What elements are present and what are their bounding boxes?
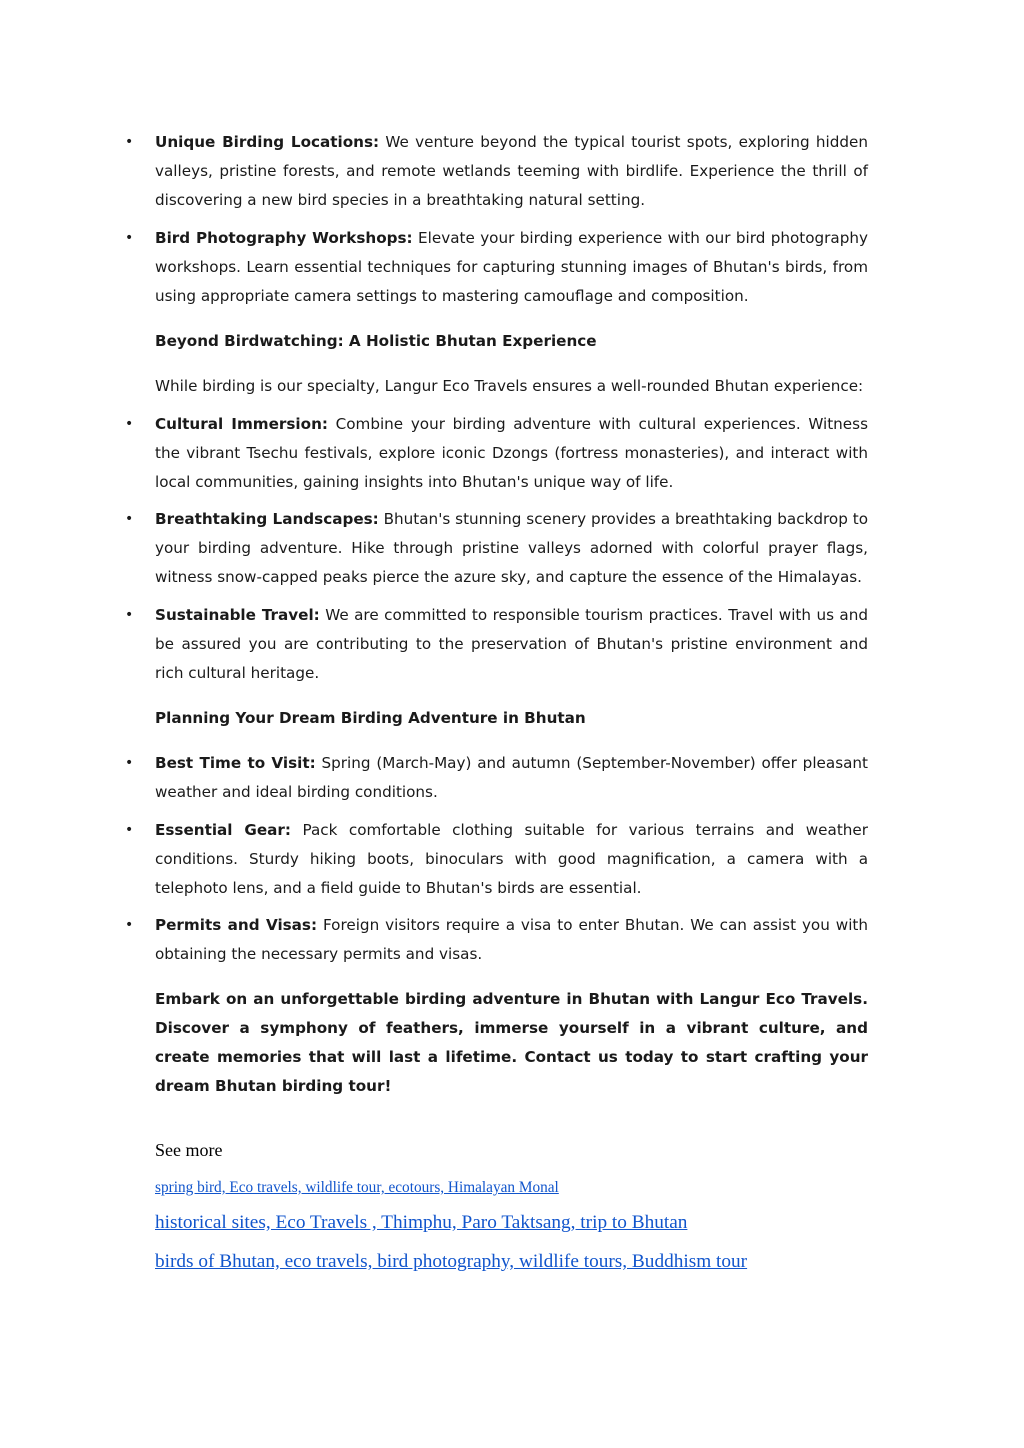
section-heading: Beyond Birdwatching: A Holistic Bhutan Experience <box>155 331 597 350</box>
list-item-title: Bird Photography Workshops: <box>155 228 413 247</box>
planning-list <box>125 749 868 969</box>
list-item-text: Foreign visitors require a visa to enter Bhutan. We can assist you with obtaining the necessary permits and visas. <box>155 916 868 963</box>
bullet-icon: • <box>125 755 134 771</box>
section-heading: Planning Your Dream Birding Adventure in Bhutan <box>155 708 586 727</box>
list-item-text: We are committed to responsible tourism practices. Travel with us and be assured you are contributing to the preservation of Bhutan's pristine environment and rich cultural heritage. <box>155 605 868 682</box>
list-item <box>125 816 868 903</box>
list-item <box>125 749 868 807</box>
list-item-title: Cultural Immersion: <box>155 414 328 433</box>
bullet-icon: • <box>125 415 134 432</box>
list-item-title: Permits and Visas: <box>155 916 318 934</box>
tag-link[interactable]: historical sites, Eco Travels , Thimphu, Paro Taktsang, trip to Bhutan <box>155 1212 688 1233</box>
closing-paragraph: Embark on an unforgettable birding adventure in Bhutan with Langur Eco Travels. Discover a symphony of feathers, immerse yourself in a vibrant culture, and create memories that will last a lifetime. Contact us today to start crafting your dream Bhutan birding tour! <box>155 990 868 1095</box>
list-item <box>125 911 868 969</box>
experience-list <box>125 410 868 688</box>
list-item-title: Essential Gear: <box>155 820 291 839</box>
bullet-icon: • <box>125 606 134 623</box>
bullet-icon: • <box>125 134 134 150</box>
list-item-title: Breathtaking Landscapes: <box>155 510 379 528</box>
tag-link[interactable]: birds of Bhutan, eco travels, bird photography, wildlife tours, Buddhism tour <box>155 1251 748 1272</box>
bullet-icon: • <box>125 821 134 838</box>
bullet-icon: • <box>125 229 134 246</box>
list-item-text: Pack comfortable clothing suitable for various terrains and weather conditions. Sturdy hiking boots, binoculars with good magnification, a camera with a telephoto lens, and a field guide to Bhutan's birds are essential. <box>155 820 868 897</box>
list-item-title: Sustainable Travel: <box>155 605 320 624</box>
list-item-text: Combine your birding adventure with cultural experiences. Witness the vibrant Tsechu festivals, explore iconic Dzongs (fortress monasteries), and interact with local communities, gaining insights into Bhutan's unique way of life. <box>155 414 868 491</box>
list-item-text: Spring (March-May) and autumn (September-November) offer pleasant weather and ideal birding conditions. <box>155 754 868 801</box>
list-item-text: We venture beyond the typical tourist spots, exploring hidden valleys, pristine forests, and remote wetlands teeming with birdlife. Experience the thrill of discovering a new bird species in a breathtaking natural setting. <box>155 133 868 209</box>
bullet-icon: • <box>125 511 134 527</box>
list-item <box>125 128 868 215</box>
see-more-label: See more <box>155 1140 223 1160</box>
list-item-text: Elevate your birding experience with our bird photography workshops. Learn essential techniques for capturing stunning images of Bhutan's birds, from using appropriate camera settings to mastering camouflage and composition. <box>155 228 868 305</box>
list-item-title: Unique Birding Locations: <box>155 133 380 151</box>
list-item-text: Bhutan's stunning scenery provides a breathtaking backdrop to your birding adventure. Hike through pristine valleys adorned with colorful prayer flags, witness snow-capped peaks pierce the azure sky, and capture the essence of the Himalayas. <box>155 510 868 586</box>
intro-paragraph: While birding is our specialty, Langur Eco Travels ensures a well-rounded Bhutan experience: <box>155 377 864 395</box>
list-item <box>125 601 868 688</box>
list-item <box>125 224 868 311</box>
list-item <box>125 505 868 592</box>
features-list <box>125 128 868 311</box>
bullet-icon: • <box>125 917 134 933</box>
tag-link[interactable]: spring bird, Eco travels, wildlife tour, ecotours, Himalayan Monal <box>155 1179 559 1196</box>
list-item-title: Best Time to Visit: <box>155 754 316 772</box>
list-item <box>125 410 868 497</box>
article-body <box>125 128 868 1274</box>
